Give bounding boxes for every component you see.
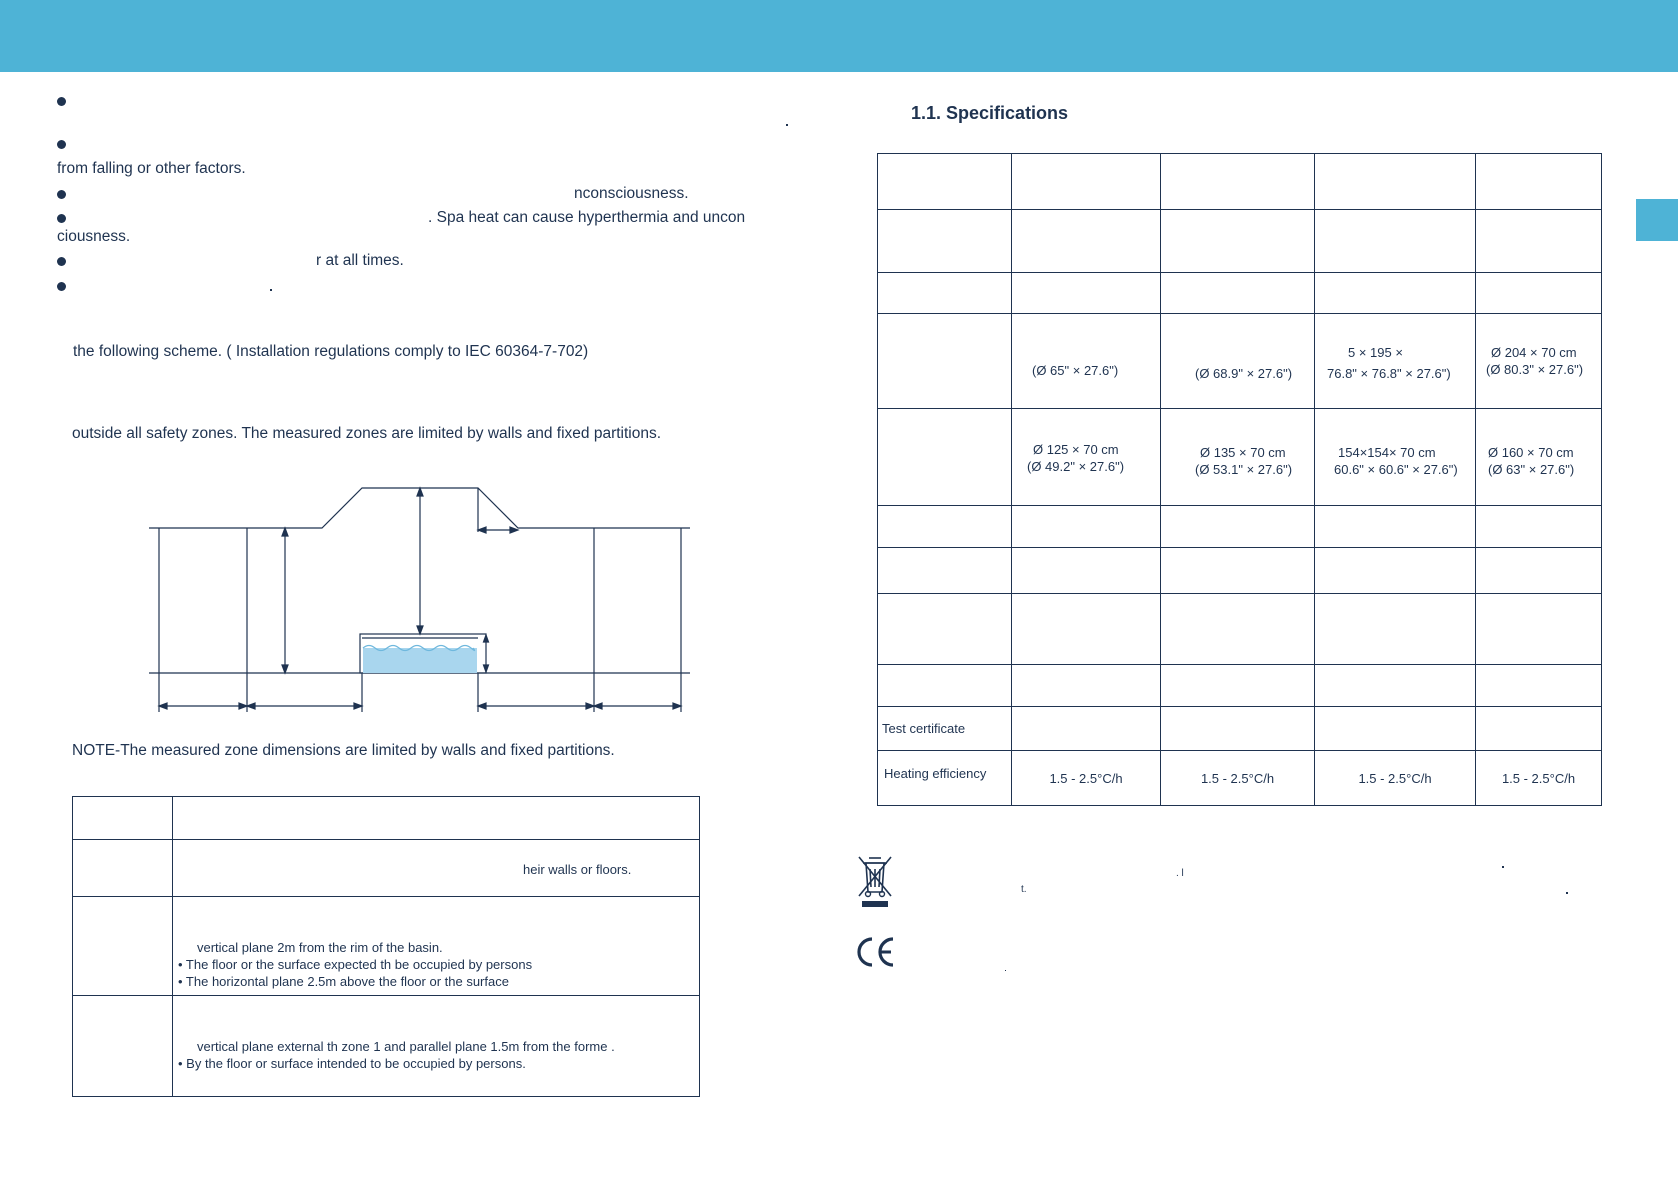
spec-cell [1012, 594, 1161, 665]
spec-cell [878, 594, 1012, 665]
stray-dot [1566, 892, 1568, 894]
note-text: NOTE-The measured zone dimensions are limited by walls and fixed partitions. [72, 742, 615, 759]
inner-dim-value: (Ø 53.1" × 27.6") [1195, 462, 1293, 477]
ce-mark-icon [855, 935, 897, 969]
spec-cell [1161, 273, 1315, 314]
zone-table-cell [73, 840, 173, 897]
spec-cell [1476, 665, 1602, 707]
inner-dim-cell [1012, 409, 1161, 506]
spec-cell [878, 314, 1012, 409]
inner-dim-value: Ø 135 × 70 cm [1200, 445, 1286, 460]
outer-dim-cell [1012, 314, 1161, 409]
outer-dim-cell [1476, 314, 1602, 409]
heating-efficiency-label: Heating efficiency [878, 751, 1012, 806]
outer-dim-value: Ø 204 × 70 cm [1491, 345, 1577, 360]
zone-table-cell [73, 996, 173, 1097]
zones-text: outside all safety zones. The measured zones are limited by walls and fixed partitions. [72, 425, 662, 442]
spec-cell [1012, 548, 1161, 594]
stray-dot [270, 289, 272, 291]
inner-dim-value: Ø 160 × 70 cm [1488, 445, 1574, 460]
spec-cell [1476, 548, 1602, 594]
spec-cell [1012, 154, 1161, 210]
spec-cell [1315, 665, 1476, 707]
inner-dim-value: 60.6" × 60.6" × 27.6") [1334, 462, 1458, 477]
weee-bin-icon [856, 854, 894, 909]
zone-table-cell [173, 797, 700, 840]
spec-cell [1315, 210, 1476, 273]
outer-dim-cell [1161, 314, 1315, 409]
stray-dot [1502, 866, 1504, 868]
spec-cell [878, 409, 1012, 506]
zone-0-text: heir walls or floors. [523, 862, 632, 877]
spec-cell [1161, 548, 1315, 594]
bullet [57, 257, 66, 266]
spec-cell [1012, 273, 1161, 314]
heating-value: 1.5 - 2.5°C/h [1161, 751, 1315, 806]
water-fill [363, 648, 477, 673]
spec-cell [1161, 707, 1315, 751]
spec-cell [878, 273, 1012, 314]
zone-table-cell [173, 840, 700, 897]
outer-dim-value: 76.8" × 76.8" × 27.6") [1327, 366, 1451, 381]
text-line: from falling or other factors. [57, 160, 246, 177]
inner-dim-cell [1161, 409, 1315, 506]
inner-dim-value: (Ø 63" × 27.6") [1488, 462, 1575, 477]
zone-table-cell [173, 996, 700, 1097]
zone-1-line: • The floor or the surface expected th be occupied by persons [178, 957, 533, 972]
safety-zone-diagram [140, 480, 700, 720]
zone-table-cell [173, 897, 700, 996]
spec-cell [1315, 273, 1476, 314]
outer-dim-value: (Ø 68.9" × 27.6") [1195, 366, 1293, 381]
spec-cell [1161, 665, 1315, 707]
spec-cell [1476, 506, 1602, 548]
spec-cell [1315, 506, 1476, 548]
outer-dim-cell [1315, 314, 1476, 409]
heating-value: 1.5 - 2.5°C/h [1012, 751, 1161, 806]
text-line: r at all times. [316, 252, 404, 269]
specifications-table [877, 153, 1601, 805]
spec-cell [1315, 548, 1476, 594]
weee-text-fragment: t. [1021, 884, 1027, 895]
spec-cell [878, 665, 1012, 707]
spec-cell [1476, 154, 1602, 210]
side-tab [1636, 199, 1678, 241]
zone-table-cell [73, 797, 173, 840]
spec-cell [878, 506, 1012, 548]
bullet [57, 97, 66, 106]
spec-cell [1012, 665, 1161, 707]
bullet [57, 214, 66, 223]
zone-2-line: vertical plane external th zone 1 and parallel plane 1.5m from the forme . [197, 1039, 615, 1054]
spec-cell [1012, 506, 1161, 548]
inner-dim-value: (Ø 49.2" × 27.6") [1027, 459, 1125, 474]
spec-cell [1476, 273, 1602, 314]
inner-dim-value: Ø 125 × 70 cm [1033, 442, 1119, 457]
spec-cell [1161, 594, 1315, 665]
bullet [57, 282, 66, 291]
specifications-title: 1.1. Specifications [911, 103, 1069, 123]
spec-cell [1315, 154, 1476, 210]
inner-dim-value: 154×154× 70 cm [1338, 445, 1436, 460]
inner-dim-cell [1315, 409, 1476, 506]
heating-value: 1.5 - 2.5°C/h [1315, 751, 1476, 806]
zone-table-cell [73, 897, 173, 996]
spec-cell [1161, 210, 1315, 273]
test-certificate-label: Test certificate [878, 707, 1012, 751]
inner-dim-cell [1476, 409, 1602, 506]
zone-1-line: • The horizontal plane 2.5m above the floor or the surface [178, 974, 509, 989]
spec-cell [1161, 506, 1315, 548]
heating-value: 1.5 - 2.5°C/h [1476, 751, 1602, 806]
stray-dot [1005, 970, 1006, 971]
text-line: nconsciousness. [574, 185, 689, 202]
spec-cell [1012, 707, 1161, 751]
bullet [57, 140, 66, 149]
spec-cell [878, 210, 1012, 273]
header-bar [0, 0, 1678, 72]
zone-1-line: vertical plane 2m from the rim of the basin. [197, 940, 443, 955]
text-line: . Spa heat can cause hyperthermia and uncon [428, 209, 746, 226]
weee-text-fragment: . l [1176, 868, 1184, 879]
spec-cell [878, 154, 1012, 210]
spec-cell [1012, 210, 1161, 273]
spec-cell [1315, 707, 1476, 751]
outer-dim-value: 5 × 195 × [1348, 345, 1403, 360]
text-line: ciousness. [57, 228, 131, 245]
spec-cell [1476, 594, 1602, 665]
scheme-text: the following scheme. ( Installation regulations comply to IEC 60364-7-702) [73, 343, 589, 360]
spec-cell [1161, 154, 1315, 210]
zone-table [72, 796, 700, 1096]
spec-cell [1476, 707, 1602, 751]
zone-2-line: • By the floor or surface intended to be occupied by persons. [178, 1056, 526, 1071]
spec-cell [878, 548, 1012, 594]
spec-cell [1476, 210, 1602, 273]
spec-cell [1315, 594, 1476, 665]
stray-dot [786, 124, 788, 126]
outer-dim-value: (Ø 80.3" × 27.6") [1486, 362, 1584, 377]
outer-dim-value: (Ø 65" × 27.6") [1032, 363, 1119, 378]
bullet [57, 190, 66, 199]
